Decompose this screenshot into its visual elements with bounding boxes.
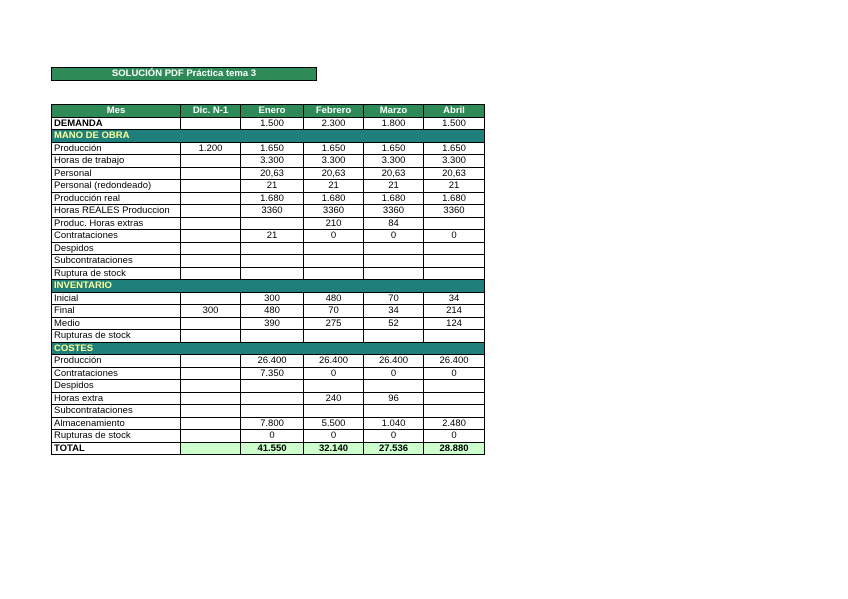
value-cell xyxy=(181,317,241,330)
value-cell xyxy=(364,255,424,268)
table-row xyxy=(52,430,485,443)
row-label: Producción xyxy=(52,142,181,155)
section-header-row xyxy=(52,342,485,355)
value-cell: 390 xyxy=(241,317,304,330)
value-cell: 34 xyxy=(424,292,485,305)
value-cell: 1.500 xyxy=(424,117,485,130)
value-cell xyxy=(181,255,241,268)
value-cell: 26.400 xyxy=(304,355,364,368)
value-cell: 0 xyxy=(364,430,424,443)
production-plan-table xyxy=(51,104,485,455)
table-row xyxy=(52,417,485,430)
row-label: Rupturas de stock xyxy=(52,430,181,443)
value-cell: 3360 xyxy=(304,205,364,218)
header-row xyxy=(52,105,485,118)
value-cell: 0 xyxy=(364,230,424,243)
value-cell: 20,63 xyxy=(424,167,485,180)
value-cell xyxy=(181,167,241,180)
row-label: Horas extra xyxy=(52,392,181,405)
table-row xyxy=(52,392,485,405)
value-cell: 21 xyxy=(241,180,304,193)
value-cell xyxy=(181,292,241,305)
value-cell: 32.140 xyxy=(304,442,364,455)
header-cell-marzo: Marzo xyxy=(364,105,424,118)
table-row xyxy=(52,192,485,205)
value-cell xyxy=(304,330,364,343)
value-cell: 20,63 xyxy=(241,167,304,180)
value-cell: 21 xyxy=(364,180,424,193)
value-cell: 0 xyxy=(241,430,304,443)
row-label: Final xyxy=(52,305,181,318)
value-cell: 27.536 xyxy=(364,442,424,455)
value-cell xyxy=(181,242,241,255)
value-cell: 5.500 xyxy=(304,417,364,430)
table-row xyxy=(52,267,485,280)
header-cell-febrero: Febrero xyxy=(304,105,364,118)
value-cell xyxy=(241,242,304,255)
value-cell xyxy=(424,380,485,393)
value-cell: 1.040 xyxy=(364,417,424,430)
value-cell xyxy=(181,330,241,343)
value-cell xyxy=(424,217,485,230)
row-label: Personal xyxy=(52,167,181,180)
sheet-title: SOLUCIÓN PDF Práctica tema 3 xyxy=(51,67,317,81)
total-row xyxy=(52,442,485,455)
value-cell: 124 xyxy=(424,317,485,330)
table-row xyxy=(52,305,485,318)
value-cell: 2.480 xyxy=(424,417,485,430)
header-cell-abril: Abril xyxy=(424,105,485,118)
value-cell xyxy=(364,330,424,343)
demand-row xyxy=(52,117,485,130)
value-cell xyxy=(304,380,364,393)
value-cell: 1.680 xyxy=(241,192,304,205)
row-label: DEMANDA xyxy=(52,117,181,130)
value-cell xyxy=(304,267,364,280)
section-title: COSTES xyxy=(52,342,485,355)
row-label: Rupturas de stock xyxy=(52,330,181,343)
value-cell: 480 xyxy=(304,292,364,305)
table-row xyxy=(52,380,485,393)
value-cell: 300 xyxy=(241,292,304,305)
value-cell: 3360 xyxy=(241,205,304,218)
value-cell xyxy=(304,242,364,255)
row-label: Subcontrataciones xyxy=(52,405,181,418)
row-label: Personal (redondeado) xyxy=(52,180,181,193)
value-cell xyxy=(181,355,241,368)
value-cell: 21 xyxy=(304,180,364,193)
value-cell: 300 xyxy=(181,305,241,318)
table-row xyxy=(52,367,485,380)
row-label: Producción real xyxy=(52,192,181,205)
value-cell: 96 xyxy=(364,392,424,405)
value-cell xyxy=(241,267,304,280)
value-cell xyxy=(181,367,241,380)
value-cell: 0 xyxy=(424,367,485,380)
value-cell xyxy=(181,205,241,218)
row-label: Despidos xyxy=(52,380,181,393)
value-cell: 70 xyxy=(304,305,364,318)
header-cell-mes: Mes xyxy=(52,105,181,118)
value-cell: 0 xyxy=(304,230,364,243)
value-cell xyxy=(241,255,304,268)
value-cell xyxy=(364,405,424,418)
row-label: Subcontrataciones xyxy=(52,255,181,268)
value-cell xyxy=(181,267,241,280)
section-title: INVENTARIO xyxy=(52,280,485,293)
value-cell: 1.650 xyxy=(241,142,304,155)
row-label: Inicial xyxy=(52,292,181,305)
section-header-row xyxy=(52,130,485,143)
value-cell xyxy=(364,267,424,280)
value-cell: 20,63 xyxy=(364,167,424,180)
value-cell: 70 xyxy=(364,292,424,305)
value-cell: 1.650 xyxy=(304,142,364,155)
table-row xyxy=(52,167,485,180)
value-cell: 41.550 xyxy=(241,442,304,455)
table-row xyxy=(52,405,485,418)
value-cell xyxy=(364,380,424,393)
value-cell xyxy=(181,380,241,393)
row-label: Horas de trabajo xyxy=(52,155,181,168)
value-cell: 1.200 xyxy=(181,142,241,155)
value-cell: 21 xyxy=(241,230,304,243)
value-cell: 3.300 xyxy=(364,155,424,168)
header-cell-enero: Enero xyxy=(241,105,304,118)
row-label: Contrataciones xyxy=(52,367,181,380)
value-cell xyxy=(424,255,485,268)
value-cell: 7.800 xyxy=(241,417,304,430)
row-label: Almacenamiento xyxy=(52,417,181,430)
row-label: TOTAL xyxy=(52,442,181,455)
value-cell: 3360 xyxy=(424,205,485,218)
section-header-row xyxy=(52,280,485,293)
table-row xyxy=(52,205,485,218)
value-cell: 52 xyxy=(364,317,424,330)
row-label: Ruptura de stock xyxy=(52,267,181,280)
value-cell xyxy=(181,230,241,243)
value-cell xyxy=(424,405,485,418)
row-label: Produc. Horas extras xyxy=(52,217,181,230)
value-cell: 1.680 xyxy=(424,192,485,205)
value-cell: 1.650 xyxy=(364,142,424,155)
value-cell: 1.680 xyxy=(304,192,364,205)
table-row xyxy=(52,255,485,268)
value-cell xyxy=(304,405,364,418)
value-cell: 34 xyxy=(364,305,424,318)
table-row xyxy=(52,292,485,305)
value-cell: 0 xyxy=(424,230,485,243)
value-cell xyxy=(181,417,241,430)
value-cell xyxy=(424,330,485,343)
row-label: Despidos xyxy=(52,242,181,255)
value-cell: 0 xyxy=(364,367,424,380)
table-row xyxy=(52,142,485,155)
value-cell: 3.300 xyxy=(241,155,304,168)
value-cell: 20,63 xyxy=(304,167,364,180)
value-cell xyxy=(181,180,241,193)
value-cell xyxy=(424,267,485,280)
value-cell xyxy=(181,442,241,455)
value-cell: 3360 xyxy=(364,205,424,218)
value-cell: 275 xyxy=(304,317,364,330)
table-row xyxy=(52,242,485,255)
value-cell: 240 xyxy=(304,392,364,405)
value-cell xyxy=(181,117,241,130)
row-label: Contrataciones xyxy=(52,230,181,243)
value-cell: 0 xyxy=(304,430,364,443)
value-cell: 3.300 xyxy=(304,155,364,168)
value-cell: 7.350 xyxy=(241,367,304,380)
value-cell: 210 xyxy=(304,217,364,230)
value-cell xyxy=(181,392,241,405)
value-cell xyxy=(241,330,304,343)
value-cell: 21 xyxy=(424,180,485,193)
value-cell: 26.400 xyxy=(424,355,485,368)
table-row xyxy=(52,180,485,193)
value-cell xyxy=(181,430,241,443)
value-cell xyxy=(304,255,364,268)
value-cell: 0 xyxy=(304,367,364,380)
value-cell xyxy=(241,405,304,418)
row-label: Producción xyxy=(52,355,181,368)
value-cell xyxy=(241,217,304,230)
value-cell: 28.880 xyxy=(424,442,485,455)
value-cell: 1.680 xyxy=(364,192,424,205)
value-cell xyxy=(181,192,241,205)
value-cell: 1.650 xyxy=(424,142,485,155)
value-cell xyxy=(241,392,304,405)
table-row xyxy=(52,230,485,243)
value-cell: 1.800 xyxy=(364,117,424,130)
row-label: Horas REALES Produccion xyxy=(52,205,181,218)
table-row xyxy=(52,330,485,343)
header-cell-dic: Dic. N-1 xyxy=(181,105,241,118)
value-cell: 26.400 xyxy=(364,355,424,368)
value-cell: 26.400 xyxy=(241,355,304,368)
value-cell: 480 xyxy=(241,305,304,318)
value-cell: 2.300 xyxy=(304,117,364,130)
value-cell xyxy=(241,380,304,393)
value-cell xyxy=(424,242,485,255)
value-cell xyxy=(424,392,485,405)
value-cell xyxy=(181,155,241,168)
value-cell xyxy=(364,242,424,255)
table-row xyxy=(52,355,485,368)
row-label: Medio xyxy=(52,317,181,330)
value-cell xyxy=(181,405,241,418)
value-cell: 84 xyxy=(364,217,424,230)
value-cell xyxy=(181,217,241,230)
table-row xyxy=(52,217,485,230)
section-title: MANO DE OBRA xyxy=(52,130,485,143)
value-cell: 214 xyxy=(424,305,485,318)
table-row xyxy=(52,155,485,168)
table-row xyxy=(52,317,485,330)
value-cell: 3.300 xyxy=(424,155,485,168)
value-cell: 0 xyxy=(424,430,485,443)
value-cell: 1.500 xyxy=(241,117,304,130)
